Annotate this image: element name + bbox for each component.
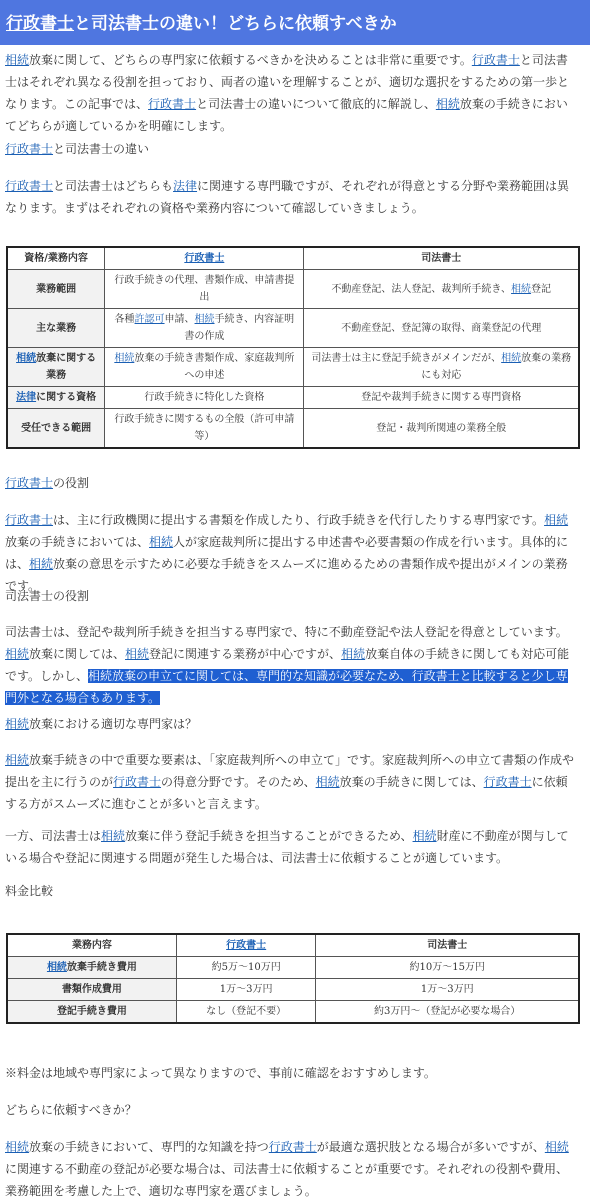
table-header-row [7,934,579,957]
table-cell [304,387,579,409]
text-segment: に関する資格 [36,392,97,403]
text-segment: と司法書士はそれぞれ異なる役割を担っており、両者の違いを理解することが、適切な選択をするための第一歩となります。この記事では、 [5,53,570,111]
paragraph-shihoshoshi-role [5,621,575,709]
table-cell [304,309,579,348]
text-segment: 放棄に関する業務 [36,353,97,381]
table-cell [304,348,579,387]
row-header-cell [7,409,105,449]
text-segment: 1万〜3万円 [420,984,474,995]
inline-link[interactable]: 相続 [511,283,532,295]
text-segment: 申請、 [164,314,195,325]
text-segment: 放棄自体の手続きに関しても対応可能です。しかし、 [5,647,570,683]
text-segment: 放棄に関して、どちらの専門家に依頼するべきかを決めることは非常に重要です。 [29,53,472,67]
text-segment: と司法書士の違い [53,142,150,156]
table-row [7,309,579,348]
inline-link[interactable]: 相続 [114,353,135,364]
text-segment: 放棄の手続きに関しては、 [339,775,484,789]
text-segment: 放棄に伴う登記手続きを担当することができるため、 [125,829,413,843]
inline-link[interactable]: 行政書士 [5,513,54,527]
text-segment: の役割 [53,476,90,490]
table-cell [176,957,316,979]
table-cell [316,979,579,1001]
heading-appropriate-expert [5,713,575,735]
fee-table [6,933,580,1024]
text-segment: 司法書士は主に登記手続きがメインだが、 [311,353,502,364]
text-segment: 手続き、内容証明書の作成 [184,314,295,342]
inline-link[interactable]: 行政書士 [268,1140,317,1154]
table-cell [176,979,316,1001]
table-row [7,1001,579,1024]
text-segment: 料金比較 [5,884,54,898]
inline-link[interactable]: 相続 [5,53,30,67]
table-row [7,270,579,309]
inline-link[interactable]: 行政書士 [471,53,520,67]
inline-link[interactable]: 相続 [5,1140,30,1154]
text-segment: どちらに依頼すべきか？ [5,1103,137,1117]
article-title-banner [0,0,590,45]
row-header-cell [7,957,176,979]
text-segment: 登記手続き費用 [56,1006,127,1017]
text-segment: 登記・裁判所関連の業務全般 [376,422,507,434]
inline-link[interactable]: 相続 [125,647,150,661]
inline-link[interactable]: 許認可 [134,314,165,325]
table-cell [105,270,304,309]
text-segment: 登記や裁判手続きに関する専門資格 [361,392,522,403]
row-header-cell [7,309,105,348]
inline-link[interactable]: 相続 [194,314,215,325]
heading-which-to-choose [5,1099,575,1121]
text-segment: 行政手続きの代理、書類作成、申請書提出 [114,275,295,303]
inline-link[interactable]: 相続 [5,753,30,767]
row-header-cell [7,270,105,309]
text-segment: 放棄手続き費用 [66,962,137,973]
table-header-row [7,247,579,270]
table-cell [304,409,579,449]
fee-note [5,1062,575,1084]
paragraph-gyoseishoshi-role [5,509,575,597]
text-segment: の得意分野です。そのため、 [161,775,316,789]
inline-link[interactable]: 行政書士 [226,940,267,951]
text-segment: 司法書士 [421,253,462,264]
inline-link[interactable]: 相続 [544,1140,569,1154]
text-segment: 財産に不動産が関与している場合や登記に関連する問題が発生した場合は、司法書士に依頼することが適しています。 [5,829,569,865]
text-segment: 主な業務 [36,322,77,334]
table-row [7,957,579,979]
table-row [7,979,579,1001]
text-segment: 放棄の手続きにおいては、 [5,535,150,549]
heading-gyoseishoshi-role [5,472,575,494]
text-segment: に関連する不動産の登記が必要な場合は、司法書士に依頼することが重要です。それぞれの役割や費用、業務範囲を考慮した上で、適切な専門家を選びましょう。 [5,1162,569,1198]
inline-link[interactable]: 相続 [435,97,460,111]
text-segment: 放棄の業務にも対応 [421,353,572,381]
table-cell [176,1001,316,1024]
inline-link[interactable]: 相続 [341,647,366,661]
text-segment: 放棄の意思を示すために必要な手続きをスムーズに進めるための書類作成や提出がメインの業務です。 [5,557,568,593]
table-header-cell [316,934,579,957]
inline-link[interactable]: 行政書士 [184,253,225,264]
text-segment: 書類作成費用 [61,984,122,995]
paragraph-which-to-choose [5,1136,575,1202]
text-segment: 放棄の手続き書類作成、家庭裁判所への申述 [134,353,295,381]
text-segment: 受任できる範囲 [21,422,92,434]
text-segment: 行政手続きに関するもの全般（許可申請等） [114,414,295,442]
text-segment: が最適な選択肢となる場合が多いですが、 [316,1140,545,1154]
inline-link[interactable]: 相続 [16,353,37,364]
table-cell [304,270,579,309]
text-segment: 約5万〜10万円 [211,962,281,973]
table-cell [105,309,304,348]
comparison-table [6,246,580,449]
heading-shihoshoshi-role [5,585,575,607]
text-segment: 放棄の手続きにおいて、専門的な知識を持つ [29,1140,269,1154]
text-segment: と司法書士はどちらも [53,179,174,193]
text-segment: に依頼する方がスムーズに進むことが多いと言えます。 [5,775,568,811]
inline-link[interactable]: 相続 [5,717,30,731]
inline-link[interactable]: 行政書士 [113,775,162,789]
title-link-gyoseishoshi[interactable]: 行政書士 [6,14,74,34]
title-text: と司法書士の違い！どちらに依頼すべきか [74,14,397,34]
table-cell [105,409,304,449]
highlighted-text: 相続放棄の申立てに関しては、専門的な知識が必要なため、行政書士と比較すると少し専門外となる場合もあります。 [5,669,568,705]
text-segment: 業務内容 [71,940,112,951]
table-cell [316,957,579,979]
text-segment: 約3万円〜（登記が必要な場合） [374,1006,521,1017]
inline-link[interactable]: 相続 [149,535,174,549]
inline-link[interactable]: 相続 [101,829,126,843]
intro-paragraph [5,49,575,137]
table-cell [316,1001,579,1024]
table-header-cell [7,934,176,957]
inline-link[interactable]: 相続 [315,775,340,789]
text-segment: 登記 [531,283,552,295]
heading-fee-comparison [5,880,575,902]
text-segment: 1万〜3万円 [219,984,273,995]
paragraph-expert-1 [5,749,575,815]
inline-link[interactable]: 行政書士 [148,97,197,111]
text-segment: 放棄手続きの中で重要な要素は、「家庭裁判所への申立て」です。家庭裁判所への申立て書類の作成や提出を主に行うのが [5,753,575,789]
text-segment: と司法書士の違いについて徹底的に解説し、 [196,97,436,111]
row-header-cell [7,387,105,409]
paragraph-expert-2 [5,825,575,869]
table-header-cell [105,247,304,270]
table-cell [105,348,304,387]
table-row [7,409,579,449]
inline-link[interactable]: 相続 [29,557,54,571]
text-segment: 放棄の手続きにおいてどちらが適しているかを明確にします。 [5,97,568,133]
inline-link[interactable]: 法律 [173,179,198,193]
text-segment: 資格/業務内容 [24,253,88,264]
text-segment: は、主に行政機関に提出する書類を作成したり、行政手続きを代行したりする専門家です。 [53,513,545,527]
text-segment: 放棄における適切な専門家は？ [29,717,198,731]
row-header-cell [7,979,176,1001]
text-segment: に関連する専門職ですが、それぞれが得意とする分野や業務範囲は異なります。まずはそれぞれの資格や業務内容について確認していきましょう。 [5,179,570,215]
table-row [7,387,579,409]
row-header-cell [7,348,105,387]
text-segment: なし（登記不要） [206,1006,287,1017]
inline-link[interactable]: 行政書士 [483,775,532,789]
table-header-cell [176,934,316,957]
inline-link[interactable]: 相続 [544,513,569,527]
text-segment: 一方、司法書士は [5,829,102,843]
heading-differences [5,138,575,160]
inline-link[interactable]: 相続 [412,829,437,843]
text-segment: 放棄に関しては、 [29,647,126,661]
table-header-cell [304,247,579,270]
text-segment: ※料金は地域や専門家によって異なりますので、事前に確認をおすすめします。 [5,1066,436,1080]
text-segment: 司法書士は、登記や裁判所手続きを担当する専門家で、特に不動産登記や法人登記を得意としています。 [5,625,568,639]
inline-link[interactable]: 相続 [46,962,67,973]
text-segment: 各種 [114,314,135,325]
inline-link[interactable]: 行政書士 [5,142,54,156]
text-segment: 司法書士の役割 [5,589,90,603]
text-segment: 約10万〜15万円 [409,962,485,973]
table-cell [105,387,304,409]
text-segment: 不動産登記、法人登記、裁判所手続き、 [331,283,512,295]
inline-link[interactable]: 相続 [5,647,30,661]
paragraph-differences [5,175,575,219]
text-segment: 司法書士 [427,940,468,951]
row-header-cell [7,1001,176,1024]
inline-link[interactable]: 行政書士 [5,179,54,193]
table-header-cell [7,247,105,270]
text-segment: 行政手続きに特化した資格 [144,392,265,403]
text-segment: 人が家庭裁判所に提出する申述書や必要書類の作成を行います。具体的には、 [5,535,569,571]
text-segment: 業務範囲 [36,283,77,295]
text-segment: 登記に関連する業務が中心ですが、 [149,647,342,661]
text-segment: 不動産登記、登記簿の取得、商業登記の代理 [341,322,542,334]
table-row [7,348,579,387]
inline-link[interactable]: 相続 [501,353,522,364]
inline-link[interactable]: 行政書士 [5,476,54,490]
inline-link[interactable]: 法律 [16,392,37,403]
